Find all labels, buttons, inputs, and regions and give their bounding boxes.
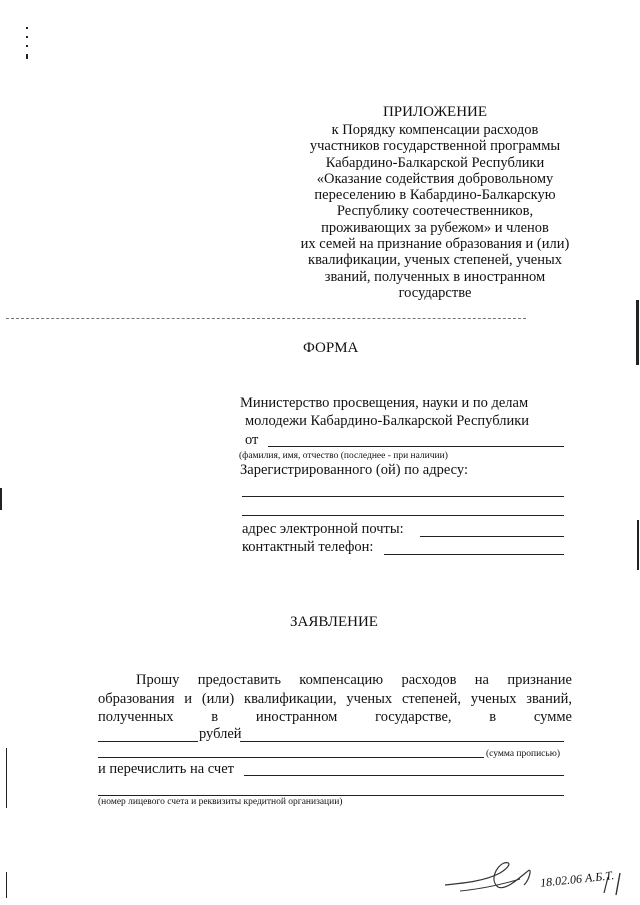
appendix-line: Кабардино-Балкарской Республики	[325, 154, 545, 171]
appendix-line: переселению в Кабардино-Балкарскую	[314, 187, 556, 204]
appendix-line: их семей на признание образования и (или)	[300, 236, 570, 253]
appendix-line: званий, полученных в иностранном	[324, 268, 546, 285]
scan-edge-mark	[636, 300, 639, 365]
appendix-line: квалификации, ученых степеней, ученых	[308, 252, 562, 269]
account-field-line[interactable]	[244, 775, 564, 776]
fio-field-line[interactable]	[268, 446, 564, 447]
scan-mark	[26, 36, 28, 38]
email-field-line[interactable]	[420, 536, 564, 537]
rubles-label: рублей	[199, 726, 242, 742]
scan-mark	[26, 27, 28, 29]
ministry-line-2: молодежи Кабардино-Балкарской Республики	[245, 413, 530, 429]
separator-line	[6, 318, 526, 319]
scan-mark	[26, 45, 28, 47]
appendix-line: «Оказание содействия добровольному	[316, 170, 554, 187]
ministry-line-1: Министерство просвещения, науки и по делам	[240, 395, 529, 411]
statement-line-1: Прошу предоставить компенсацию расходов на признание	[136, 672, 572, 688]
statement-line-2: образования и (или) квалификации, ученых степеней, ученых званий,	[98, 691, 572, 707]
account-label: и перечислить на счет	[98, 761, 234, 777]
account-hint: (номер лицевого счета и реквизиты кредитной организации)	[98, 797, 343, 807]
phone-label: контактный телефон:	[242, 539, 374, 555]
address-field-line-1[interactable]	[242, 496, 564, 497]
account-field-line-2[interactable]	[98, 795, 564, 796]
appendix-line: Республику соотечественников,	[336, 203, 534, 220]
scan-mark	[26, 54, 28, 59]
scan-edge-mark	[637, 520, 639, 570]
phone-field-line[interactable]	[384, 554, 564, 555]
appendix-line: проживающих за рубежом» и членов	[321, 219, 549, 236]
sum-digits-field-line[interactable]	[98, 741, 198, 742]
appendix-line: участников государственной программы	[309, 138, 561, 155]
appendix-line: к Порядку компенсации расходов	[331, 122, 539, 138]
from-label: от	[245, 432, 259, 448]
sum-words-hint: (сумма прописью)	[486, 749, 560, 759]
statement-title: ЗАЯВЛЕНИЕ	[290, 614, 378, 630]
appendix-line: государстве	[398, 284, 472, 301]
fio-hint: (фамилия, имя, отчество (последнее - при наличии)	[239, 451, 448, 461]
signature-note: 18.02.06 А.Б.Т.	[539, 868, 615, 890]
scan-edge-mark	[6, 872, 7, 898]
sum-field-line[interactable]	[240, 741, 564, 742]
email-label: адрес электронной почты:	[242, 521, 404, 537]
address-field-line-2[interactable]	[242, 515, 564, 516]
statement-line-3: полученных в иностранном государстве, в сумме	[98, 709, 572, 725]
appendix-title: ПРИЛОЖЕНИЕ	[382, 104, 488, 120]
scan-edge-mark	[0, 488, 2, 510]
appendix-text	[270, 122, 600, 301]
sum-words-field-line[interactable]	[98, 757, 484, 758]
form-label: ФОРМА	[303, 340, 359, 356]
scan-edge-mark	[6, 748, 7, 808]
registered-label: Зарегистрированного (ой) по адресу:	[240, 462, 468, 478]
